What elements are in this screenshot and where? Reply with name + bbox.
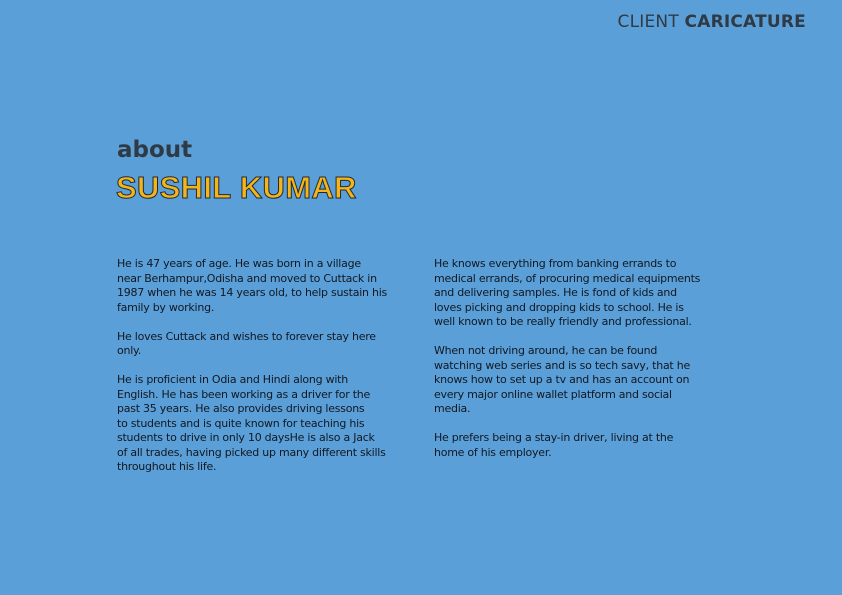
- right-column: [434, 257, 724, 475]
- left-column: [117, 257, 407, 489]
- right-paragraph-2: When not driving around, he can be found watching web series and is so tech savy, that he knows how to set up a tv and has an account on every major online wallet platform and social media.: [434, 344, 690, 415]
- right-paragraph-3: He prefers being a stay-in driver, living at the home of his employer.: [434, 431, 674, 459]
- page-header: [618, 12, 806, 32]
- about-label: about: [117, 137, 193, 163]
- left-paragraph-3: He is proficient in Odia and Hindi along with English. He has been working as a driver for the past 35 years. He also provides driving lessons to students and is quite known for teaching his students to drive in only 10 daysHe is also a Jack of all trades, having picked up many different skills throughout his life.: [117, 373, 386, 473]
- header-title: CARICATURE: [684, 12, 806, 32]
- left-paragraph-2: He loves Cuttack and wishes to forever stay here only.: [117, 329, 376, 357]
- right-paragraph-1: He knows everything from banking errands to medical errands, of procuring medical equipments and delivering samples. He is fond of kids and loves picking and dropping kids to school. He is well known to be really friendly and professional.: [434, 257, 701, 328]
- header-prefix: CLIENT: [617, 12, 679, 32]
- left-paragraph-1: He is 47 years of age. He was born in a village near Berhampur,Odisha and moved to Cuttack in 1987 when he was 14 years old, to help sustain his family by working.: [117, 257, 388, 314]
- client-name: SUSHIL KUMAR: [116, 170, 357, 205]
